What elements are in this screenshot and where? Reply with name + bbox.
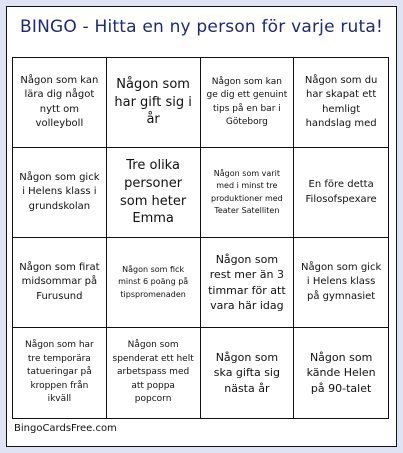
site-credit: BingoCardsFree.com: [14, 423, 117, 434]
bingo-cell[interactable]: Någon som kände Helen på 90-talet: [306, 350, 376, 395]
bingo-cell[interactable]: Någon som rest mer än 3 timmar för att vara här idag: [201, 238, 295, 328]
bingo-cell[interactable]: Någon som kan lära dig något nytt om volleyboll: [13, 58, 107, 148]
bingo-cell[interactable]: Någon som gick i Helens klass i grundskolan: [13, 148, 107, 238]
bingo-cell[interactable]: Någon som ska gifta sig nästa år: [201, 328, 295, 418]
bingo-cell[interactable]: Någon som har gift sig i år: [107, 58, 201, 148]
bingo-cell[interactable]: Någon som firat midsommar på Furusund: [13, 238, 107, 328]
bingo-cell[interactable]: Någon som spenderat ett helt arbetspass med att poppa popcorn: [107, 328, 201, 418]
bingo-card: [6, 6, 397, 447]
bingo-cell[interactable]: Någon som fick minst 6 poäng på tipspromenaden: [107, 238, 201, 328]
bingo-cell[interactable]: Någon som varit med i minst tre produktioner med Teater Satelliten: [201, 148, 295, 238]
bingo-cell[interactable]: Någon som har tre temporära tatueringar på kroppen från ikväll: [13, 328, 107, 418]
bingo-grid: [12, 57, 389, 419]
bingo-cell[interactable]: Någon som du har skapat ett hemligt handslag med: [294, 58, 388, 148]
bingo-cell[interactable]: Någon som kan ge dig ett genuint tips på en bar i Göteborg: [201, 58, 295, 148]
bingo-cell[interactable]: En före detta Filosofspexare: [294, 148, 388, 238]
card-title: BINGO - Hitta en ny person för varje ruta!: [20, 17, 383, 37]
bingo-cell[interactable]: Tre olika personer som heter Emma: [107, 148, 201, 238]
bingo-cell[interactable]: Någon som gick i Helens klass på gymnasiet: [294, 238, 388, 328]
